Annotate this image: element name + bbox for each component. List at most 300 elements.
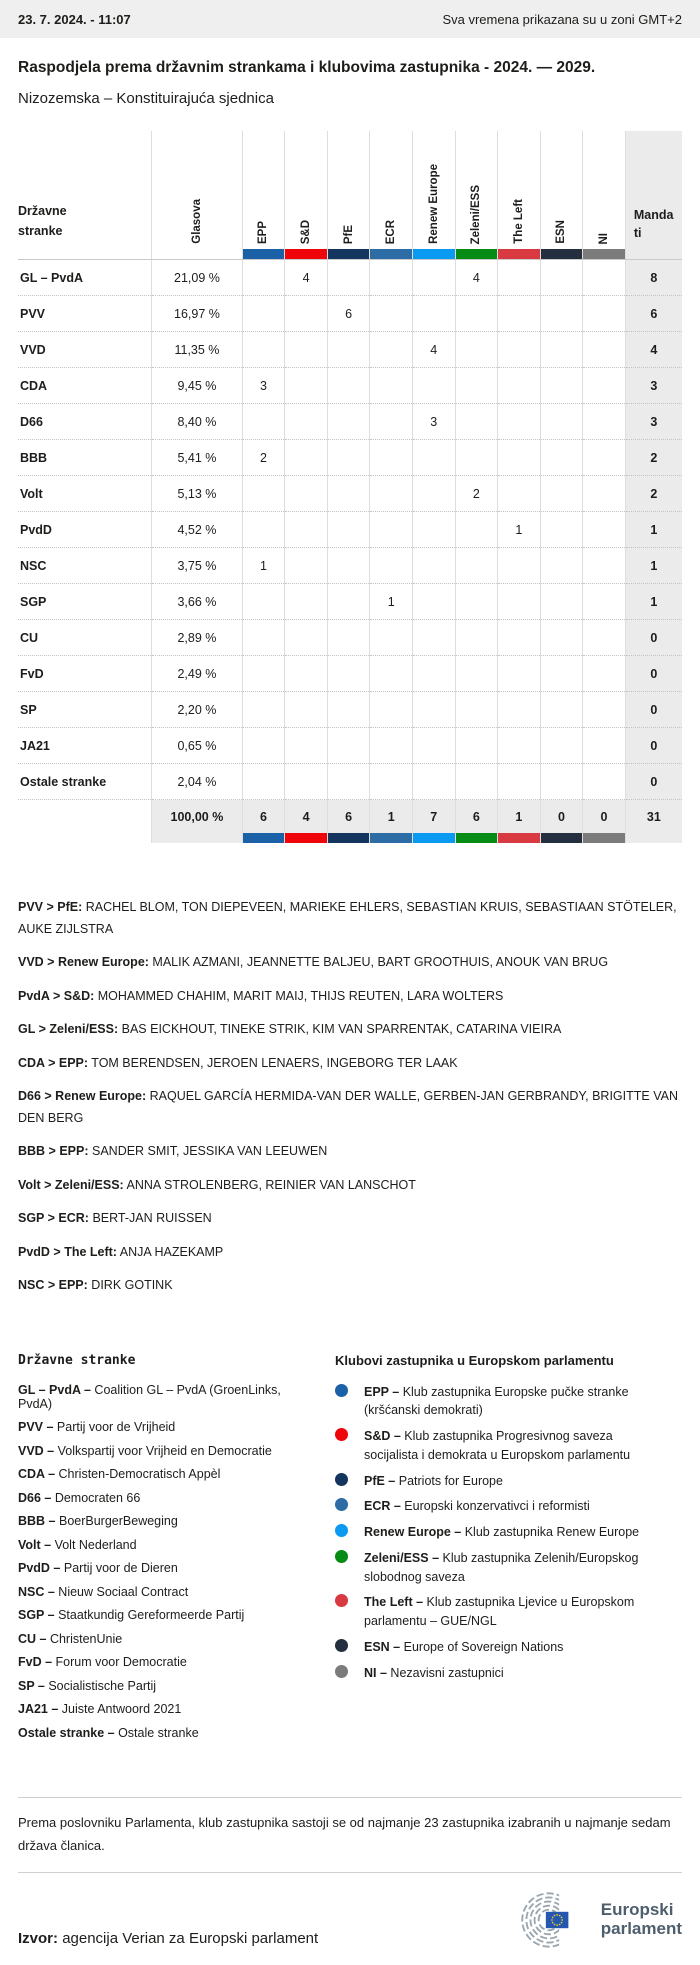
party-legend-item: SP – Socialistische Partij	[18, 1678, 157, 1693]
mandates-cell: 0	[625, 728, 682, 764]
source-text: agencija Verian za Europski parlament	[62, 1929, 319, 1947]
total-seat-cell: 1	[370, 800, 413, 834]
seat-cell	[285, 368, 328, 404]
party-legend-abbr: BBB –	[18, 1514, 56, 1528]
group-column-header-6	[455, 131, 498, 249]
group-color-dot	[335, 1473, 348, 1486]
delegation-item: GL > Zeleni/ESS: BAS EICKHOUT, TINEKE STRIK, KIM VAN SPARRENTAK, CATARINA VIEIRA	[18, 1022, 562, 1036]
seat-cell	[540, 620, 583, 656]
ep-logo-graphic	[512, 1889, 594, 1951]
group-color-dot	[335, 1428, 348, 1441]
party-name-cell: Volt	[18, 476, 152, 512]
group-column-header-label: S&D	[300, 219, 313, 244]
party-legend-item: BBB – BoerBurgerBeweging	[18, 1514, 178, 1528]
divider	[18, 1797, 682, 1798]
seat-cell	[327, 404, 370, 440]
seat-cell	[455, 368, 498, 404]
seat-cell: 1	[370, 584, 413, 620]
group-column-header-label: EPP	[257, 220, 270, 244]
col-header-votes-label: Glasova	[190, 199, 203, 244]
total-seat-cell: 0	[540, 800, 583, 834]
seat-cell	[412, 440, 455, 476]
seat-cell	[370, 656, 413, 692]
table-row	[18, 296, 682, 332]
seat-cell	[327, 728, 370, 764]
delegation-item: D66 > Renew Europe: RAQUEL GARCÍA HERMIDA-VAN DER WALLE, GERBEN-JAN GERBRANDY, BRIGITTE VAN DEN BERG	[18, 1089, 678, 1125]
seat-cell	[242, 332, 285, 368]
source-row	[18, 1889, 682, 1965]
group-column-header-label: ESN	[555, 220, 568, 244]
party-legend-abbr: D66 –	[18, 1490, 52, 1505]
page-title: Raspodjela prema državnim strankama i klubovima zastupnika - 2024. — 2029.	[18, 59, 596, 76]
seat-cell	[242, 764, 285, 800]
votes-cell: 3,75 %	[152, 548, 243, 584]
party-name-cell: NSC	[18, 548, 152, 584]
total-seat-cell: 0	[583, 800, 626, 834]
delegation-label: Volt > Zeleni/ESS:	[18, 1177, 124, 1192]
seat-cell	[285, 512, 328, 548]
seat-cell	[370, 548, 413, 584]
seat-cell: 3	[412, 404, 455, 440]
table-row	[18, 656, 682, 692]
group-legend-abbr: ESN –	[364, 1639, 401, 1654]
group-color-swatch	[583, 249, 626, 260]
group-legend-text: ESN – Europe of Sovereign Nations	[364, 1639, 564, 1654]
seat-cell	[327, 548, 370, 584]
seat-cell	[412, 692, 455, 728]
total-seat-cell: 1	[498, 800, 541, 834]
party-name-cell: SP	[18, 692, 152, 728]
seat-cell	[455, 440, 498, 476]
distribution-table	[18, 131, 682, 843]
seat-cell	[412, 476, 455, 512]
seat-cell	[370, 692, 413, 728]
party-legend-abbr: Ostale stranke –	[18, 1725, 115, 1740]
table-row	[18, 368, 682, 404]
seat-cell	[370, 368, 413, 404]
group-legend-item	[335, 1664, 682, 1683]
seat-cell: 1	[498, 512, 541, 548]
seat-cell	[242, 584, 285, 620]
table-row	[18, 620, 682, 656]
mandates-cell: 1	[625, 512, 682, 548]
seat-cell	[583, 332, 626, 368]
strip-spacer	[152, 833, 243, 843]
seat-cell	[455, 332, 498, 368]
seat-cell	[327, 368, 370, 404]
mandates-cell: 3	[625, 404, 682, 440]
seat-cell: 4	[412, 332, 455, 368]
group-color-swatch	[412, 249, 455, 260]
group-legend-text: The Left – Klub zastupnika Ljevice u Europskom parlamentu – GUE/NGL	[364, 1595, 635, 1628]
delegation-item: CDA > EPP: TOM BERENDSEN, JEROEN LENAERS, INGEBORG TER LAAK	[18, 1055, 458, 1070]
seat-cell	[370, 404, 413, 440]
seat-cell	[498, 692, 541, 728]
party-legend-abbr: NSC –	[18, 1584, 55, 1599]
seat-cell	[242, 476, 285, 512]
group-column-header-label: Renew Europe	[427, 164, 440, 244]
table-row	[18, 692, 682, 728]
seat-cell	[370, 476, 413, 512]
seat-cell	[412, 764, 455, 800]
logo-text-line1: Europski	[600, 1900, 674, 1920]
seat-cell	[498, 620, 541, 656]
source-line	[18, 1930, 318, 1947]
group-color-swatch	[498, 249, 541, 260]
footer-note: Prema poslovniku Parlamenta, klub zastupnika sastoji se od najmanje 23 zastupnika izabranih u najmanje sedam država članica.	[18, 1815, 671, 1854]
votes-cell: 11,35 %	[152, 332, 243, 368]
group-color-swatch	[285, 249, 328, 260]
seat-cell: 4	[455, 260, 498, 296]
party-legend-item: PVV – Partij voor de Vrijheid	[18, 1420, 176, 1434]
group-legend-item	[335, 1472, 682, 1491]
table-row	[18, 332, 682, 368]
group-column-header-label: Zeleni/ESS	[470, 184, 483, 244]
seat-cell	[583, 620, 626, 656]
group-color-dot	[335, 1639, 348, 1652]
delegation-label: PvdD > The Left:	[18, 1244, 117, 1259]
votes-cell: 2,89 %	[152, 620, 243, 656]
party-legend-abbr: GL – PvdA –	[18, 1382, 91, 1397]
mandates-cell: 2	[625, 476, 682, 512]
seat-cell	[285, 296, 328, 332]
votes-cell: 4,52 %	[152, 512, 243, 548]
party-name-cell: D66	[18, 404, 152, 440]
group-color-swatch	[242, 833, 285, 843]
seat-cell	[498, 584, 541, 620]
seat-cell	[540, 764, 583, 800]
seat-cell: 4	[285, 260, 328, 296]
seat-cell	[583, 404, 626, 440]
seat-cell	[540, 476, 583, 512]
party-name-cell: FvD	[18, 656, 152, 692]
seat-cell	[540, 296, 583, 332]
seat-cell	[498, 548, 541, 584]
group-column-header-label: ECR	[385, 219, 398, 244]
total-seat-cell: 7	[412, 800, 455, 834]
seat-cell	[455, 512, 498, 548]
seat-cell: 1	[242, 548, 285, 584]
seat-cell	[498, 764, 541, 800]
seat-cell	[498, 296, 541, 332]
votes-cell: 0,65 %	[152, 728, 243, 764]
group-legend-item	[335, 1549, 682, 1587]
seat-cell	[540, 584, 583, 620]
group-column-header-1	[242, 131, 285, 249]
party-name-cell: CDA	[18, 368, 152, 404]
col-header-mandates	[625, 131, 682, 249]
group-color-dot	[335, 1524, 348, 1537]
mandates-cell: 0	[625, 764, 682, 800]
table-row	[18, 764, 682, 800]
delegation-item: VVD > Renew Europe: MALIK AZMANI, JEANNETTE BALJEU, BART GROOTHUIS, ANOUK VAN BRUG	[18, 955, 609, 969]
group-color-swatch	[327, 833, 370, 843]
seat-cell	[583, 476, 626, 512]
group-color-swatch	[412, 833, 455, 843]
party-legend-abbr: VVD –	[18, 1443, 55, 1458]
timezone-note: Sva vremena prikazana su u zoni GMT+2	[442, 11, 682, 27]
seat-cell	[498, 368, 541, 404]
seat-cell	[412, 260, 455, 296]
group-legend-abbr: The Left –	[364, 1595, 424, 1610]
logo-text-line2: parlament	[600, 1918, 682, 1938]
party-legend-abbr: CU –	[18, 1631, 47, 1646]
votes-cell: 5,13 %	[152, 476, 243, 512]
delegation-item: SGP > ECR: BERT-JAN RUISSEN	[18, 1211, 212, 1225]
seat-cell	[285, 332, 328, 368]
party-legend-abbr: CDA –	[18, 1467, 56, 1481]
party-legend-abbr: Volt –	[18, 1537, 52, 1552]
group-color-swatch	[327, 249, 370, 260]
party-legend-item: JA21 – Juiste Antwoord 2021	[18, 1702, 182, 1716]
party-legend-abbr: FvD –	[18, 1655, 53, 1669]
party-legend-item: NSC – Nieuw Sociaal Contract	[18, 1584, 189, 1599]
party-legend-item: CDA – Christen-Democratisch Appèl	[18, 1467, 221, 1481]
seat-cell: 2	[242, 440, 285, 476]
votes-cell: 8,40 %	[152, 404, 243, 440]
seat-cell	[242, 296, 285, 332]
group-color-dot	[335, 1550, 348, 1563]
group-legend-text: PfE – Patriots for Europe	[364, 1473, 503, 1488]
group-legend-text: ECR – Europski konzervativci i reformisti	[364, 1499, 590, 1514]
party-legend-item: GL – PvdA – Coalition GL – PvdA (GroenLinks, PvdA)	[18, 1382, 281, 1411]
seat-cell	[540, 260, 583, 296]
seat-cell	[327, 440, 370, 476]
group-legend-items	[335, 1383, 682, 1683]
seat-cell	[327, 692, 370, 728]
seat-cell	[242, 728, 285, 764]
delegation-item: PvdA > S&D: MOHAMMED CHAHIM, MARIT MAIJ, THIJS REUTEN, LARA WOLTERS	[18, 988, 504, 1003]
seat-cell	[370, 512, 413, 548]
group-legend-abbr: Zeleni/ESS –	[364, 1550, 440, 1565]
seat-cell	[412, 512, 455, 548]
party-name-cell: SGP	[18, 584, 152, 620]
group-legend-item	[335, 1383, 682, 1421]
group-color-swatch	[370, 833, 413, 843]
group-legend-text: EPP – Klub zastupnika Europske pučke stranke (kršćanski demokrati)	[364, 1384, 629, 1418]
mandates-cell: 0	[625, 656, 682, 692]
seat-cell	[583, 512, 626, 548]
group-color-swatch	[455, 833, 498, 843]
col-header-mandates-label: Mandati	[633, 207, 674, 241]
seat-cell	[583, 728, 626, 764]
seat-cell	[412, 548, 455, 584]
group-column-header-5	[412, 131, 455, 249]
seat-cell	[583, 548, 626, 584]
party-name-cell: VVD	[18, 332, 152, 368]
group-legend-item	[335, 1638, 682, 1657]
mandates-cell: 3	[625, 368, 682, 404]
party-legend	[18, 1353, 318, 1750]
table-row	[18, 440, 682, 476]
seat-cell	[285, 728, 328, 764]
total-spacer-cell	[18, 800, 152, 834]
group-column-header-7	[498, 131, 541, 249]
seat-cell	[540, 512, 583, 548]
seat-cell	[285, 764, 328, 800]
party-name-cell: GL – PvdA	[20, 270, 83, 285]
seat-cell	[370, 440, 413, 476]
seat-cell	[540, 656, 583, 692]
group-column-header-4	[370, 131, 413, 249]
group-legend-text: NI – Nezavisni zastupnici	[364, 1665, 504, 1680]
party-legend-item: SGP – Staatkundig Gereformeerde Partij	[18, 1608, 245, 1622]
total-color-bar-row	[18, 833, 682, 843]
seat-cell: 3	[242, 368, 285, 404]
seat-cell	[455, 620, 498, 656]
table-row	[18, 512, 682, 548]
seat-cell	[540, 332, 583, 368]
votes-cell: 2,20 %	[152, 692, 243, 728]
table-foot	[18, 800, 682, 844]
group-legend-heading: Klubovi zastupnika u Europskom parlamentu	[335, 1352, 614, 1368]
divider	[18, 1872, 682, 1873]
seat-cell	[370, 764, 413, 800]
party-legend-heading: Državne stranke	[18, 1352, 136, 1368]
group-color-dot	[335, 1498, 348, 1511]
group-legend-item	[335, 1427, 682, 1465]
votes-cell: 3,66 %	[152, 584, 243, 620]
seat-cell	[242, 512, 285, 548]
color-bar-spacer	[18, 249, 152, 260]
seat-cell	[455, 404, 498, 440]
seat-cell	[498, 332, 541, 368]
delegation-item: PVV > PfE: RACHEL BLOM, TON DIEPEVEEN, MARIEKE EHLERS, SEBASTIAN KRUIS, SEBASTIAAN STÖTELER, AUKE ZIJLSTRA	[18, 900, 677, 936]
seat-cell	[285, 548, 328, 584]
group-color-swatch	[540, 249, 583, 260]
seat-cell	[540, 440, 583, 476]
seat-cell	[285, 476, 328, 512]
group-color-swatch	[242, 249, 285, 260]
party-legend-abbr: SP –	[18, 1678, 45, 1693]
table-row	[18, 404, 682, 440]
color-bar-spacer	[625, 249, 682, 260]
total-seat-cell: 6	[242, 800, 285, 834]
source-label: Izvor:	[18, 1929, 59, 1947]
group-column-header-3	[327, 131, 370, 249]
seat-cell	[583, 440, 626, 476]
total-mandates-cell: 31	[625, 800, 682, 834]
total-seat-cell: 6	[455, 800, 498, 834]
delegation-label: NSC > EPP:	[18, 1278, 88, 1292]
delegation-item: BBB > EPP: SANDER SMIT, JESSIKA VAN LEEUWEN	[18, 1144, 328, 1158]
group-legend-item	[335, 1497, 682, 1516]
mandates-cell: 4	[625, 332, 682, 368]
page-subtitle: Nizozemska – Konstituirajuća sjednica	[18, 90, 274, 107]
total-row	[18, 800, 682, 834]
party-legend-abbr: PVV –	[18, 1420, 54, 1434]
mandates-cell: 8	[625, 260, 682, 296]
delegation-label: VVD > Renew Europe:	[18, 955, 149, 969]
group-legend-text: Zeleni/ESS – Klub zastupnika Zelenih/Europskog slobodnog saveza	[364, 1550, 639, 1584]
seat-cell	[412, 656, 455, 692]
votes-cell: 21,09 %	[152, 260, 243, 296]
total-votes-cell: 100,00 %	[152, 800, 243, 834]
seat-cell	[370, 728, 413, 764]
seat-cell	[370, 620, 413, 656]
delegation-label: GL > Zeleni/ESS:	[18, 1022, 119, 1036]
group-column-header-2	[285, 131, 328, 249]
delegation-label: SGP > ECR:	[18, 1211, 89, 1225]
party-name-cell: CU	[18, 620, 152, 656]
group-color-swatch	[285, 833, 328, 843]
group-legend-abbr: Renew Europe –	[364, 1525, 462, 1539]
party-legend-items	[18, 1383, 318, 1740]
seat-cell	[327, 584, 370, 620]
seat-cell	[412, 728, 455, 764]
group-column-header-label: NI	[597, 232, 610, 244]
votes-cell: 2,49 %	[152, 656, 243, 692]
color-bar-spacer	[152, 249, 243, 260]
seat-cell	[412, 368, 455, 404]
seat-cell	[540, 692, 583, 728]
group-color-swatch	[370, 249, 413, 260]
party-legend-item: CU – ChristenUnie	[18, 1631, 123, 1646]
group-legend-item	[335, 1593, 682, 1631]
party-legend-abbr: JA21 –	[18, 1702, 59, 1716]
seat-cell	[540, 548, 583, 584]
table-row	[18, 548, 682, 584]
seat-cell	[412, 296, 455, 332]
party-legend-item: Volt – Volt Nederland	[18, 1537, 137, 1552]
legends-section	[18, 1353, 682, 1750]
group-legend-abbr: NI –	[364, 1665, 387, 1680]
group-legend-abbr: S&D –	[364, 1429, 401, 1443]
table-row	[18, 584, 682, 620]
seat-cell	[583, 296, 626, 332]
seat-cell	[327, 764, 370, 800]
report-datetime: 23. 7. 2024. - 11:07	[18, 11, 131, 27]
total-seat-cell: 4	[285, 800, 328, 834]
page-content	[0, 59, 700, 1965]
delegation-label: PvdA > S&D:	[18, 988, 95, 1003]
delegation-item: PvdD > The Left: ANJA HAZEKAMP	[18, 1244, 224, 1259]
ep-logo	[512, 1889, 682, 1951]
seat-cell	[540, 368, 583, 404]
group-legend-text: S&D – Klub zastupnika Progresivnog saveza socijalista i demokrata u Europskom parlamentu	[364, 1429, 631, 1462]
seat-cell	[498, 656, 541, 692]
mandates-cell: 1	[625, 584, 682, 620]
table-body	[18, 260, 682, 800]
group-legend-item	[335, 1523, 682, 1542]
votes-cell: 16,97 %	[152, 296, 243, 332]
seat-cell	[370, 296, 413, 332]
group-color-swatch	[540, 833, 583, 843]
group-color-bar-row	[18, 249, 682, 260]
party-legend-item: VVD – Volkspartij voor Vrijheid en Democratie	[18, 1443, 272, 1458]
party-legend-item: FvD – Forum voor Democratie	[18, 1655, 187, 1669]
seat-cell	[242, 620, 285, 656]
party-name-cell: JA21	[18, 728, 152, 764]
party-name-cell: Ostale stranke	[18, 764, 152, 800]
seat-cell	[327, 620, 370, 656]
mandates-cell: 6	[625, 296, 682, 332]
seat-cell: 2	[455, 476, 498, 512]
votes-cell: 5,41 %	[152, 440, 243, 476]
delegation-item: Volt > Zeleni/ESS: ANNA STROLENBERG, REINIER VAN LANSCHOT	[18, 1177, 416, 1192]
seat-cell	[455, 584, 498, 620]
delegation-label: CDA > EPP:	[18, 1055, 89, 1070]
seat-cell	[455, 656, 498, 692]
seat-cell: 6	[327, 296, 370, 332]
seat-cell	[285, 692, 328, 728]
seat-cell	[285, 656, 328, 692]
seat-cell	[327, 512, 370, 548]
seat-cell	[583, 584, 626, 620]
seat-cell	[327, 476, 370, 512]
party-legend-item: D66 – Democraten 66	[18, 1490, 141, 1505]
group-legend-abbr: ECR –	[364, 1499, 401, 1514]
